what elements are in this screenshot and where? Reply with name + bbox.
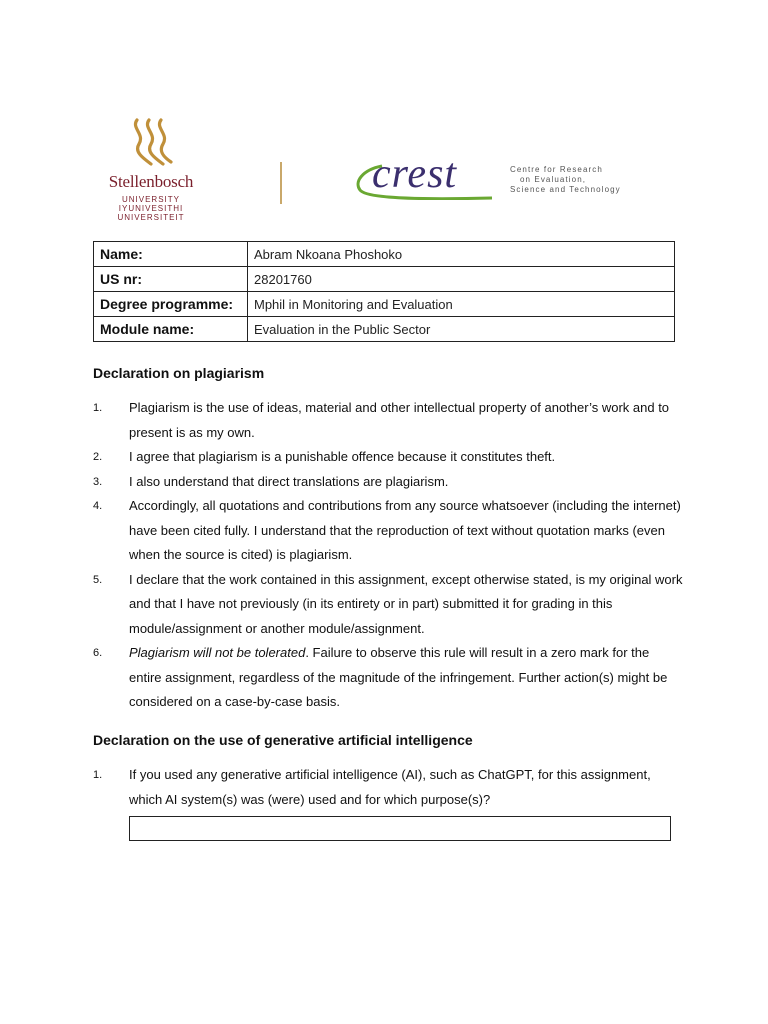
crest-wordmark: crest [372, 151, 458, 197]
stellenbosch-wordmark: Stellenbosch [108, 172, 194, 191]
degree-label: Degree programme: [94, 292, 248, 317]
module-label: Module name: [94, 317, 248, 342]
list-item: 3. I also understand that direct translations are plagiarism. [93, 473, 449, 489]
ai-answer-field[interactable] [129, 816, 671, 841]
us-nr-label: US nr: [94, 267, 248, 292]
name-label: Name: [94, 242, 248, 267]
stellenbosch-emblem-icon [129, 118, 173, 170]
crest-logo [352, 150, 642, 200]
table-row [94, 267, 675, 292]
module-value: Evaluation in the Public Sector [248, 317, 675, 342]
us-nr-value: 28201760 [248, 267, 675, 292]
list-item: 2. I agree that plagiarism is a punishable offence because it constitutes theft. [93, 449, 556, 464]
crest-tagline: Centre for Research on Evaluation, Science and Technology [510, 165, 621, 194]
plagiarism-list [93, 396, 683, 715]
list-item: 1. If you used any generative artificial intelligence (AI), such as ChatGPT, for this assignment, which AI system(s) was (were) used and for which purpose(s)? [93, 767, 651, 807]
stellenbosch-subtitle: UNIVERSITY IYUNIVESITHI UNIVERSITEIT [117, 195, 185, 222]
table-row [94, 317, 675, 342]
ai-list [93, 763, 683, 812]
list-item: 4. Accordingly, all quotations and contributions from any source whatsoever (including the internet) have been cited fully. I understand that the reproduction of text without quotation marks (even when the source is cited) is plagiarism. [93, 498, 681, 562]
student-info-table [93, 241, 675, 342]
list-item: 5. I declare that the work contained in this assignment, except otherwise stated, is my original work and that I have not previously (in its entirety or in part) submitted it for grading in this module/assignment or another module/assignment. [93, 571, 683, 636]
table-row [94, 242, 675, 267]
name-value: Abram Nkoana Phoshoko [248, 242, 675, 267]
list-item: 6. Plagiarism will not be tolerated. Failure to observe this rule will result in a zero mark for the entire assignment, regardless of the magnitude of the infringement. Further action(s) might be considered on a case-by-case basis. [93, 645, 668, 709]
list-item: 1. Plagiarism is the use of ideas, material and other intellectual property of another’s work and to present is as my own. [93, 400, 670, 440]
ai-heading: Declaration on the use of generative artificial intelligence [93, 732, 473, 748]
plagiarism-heading: Declaration on plagiarism [93, 365, 265, 381]
stellenbosch-logo [95, 112, 213, 224]
logo-divider [280, 162, 282, 204]
table-row [94, 292, 675, 317]
degree-value: Mphil in Monitoring and Evaluation [248, 292, 675, 317]
